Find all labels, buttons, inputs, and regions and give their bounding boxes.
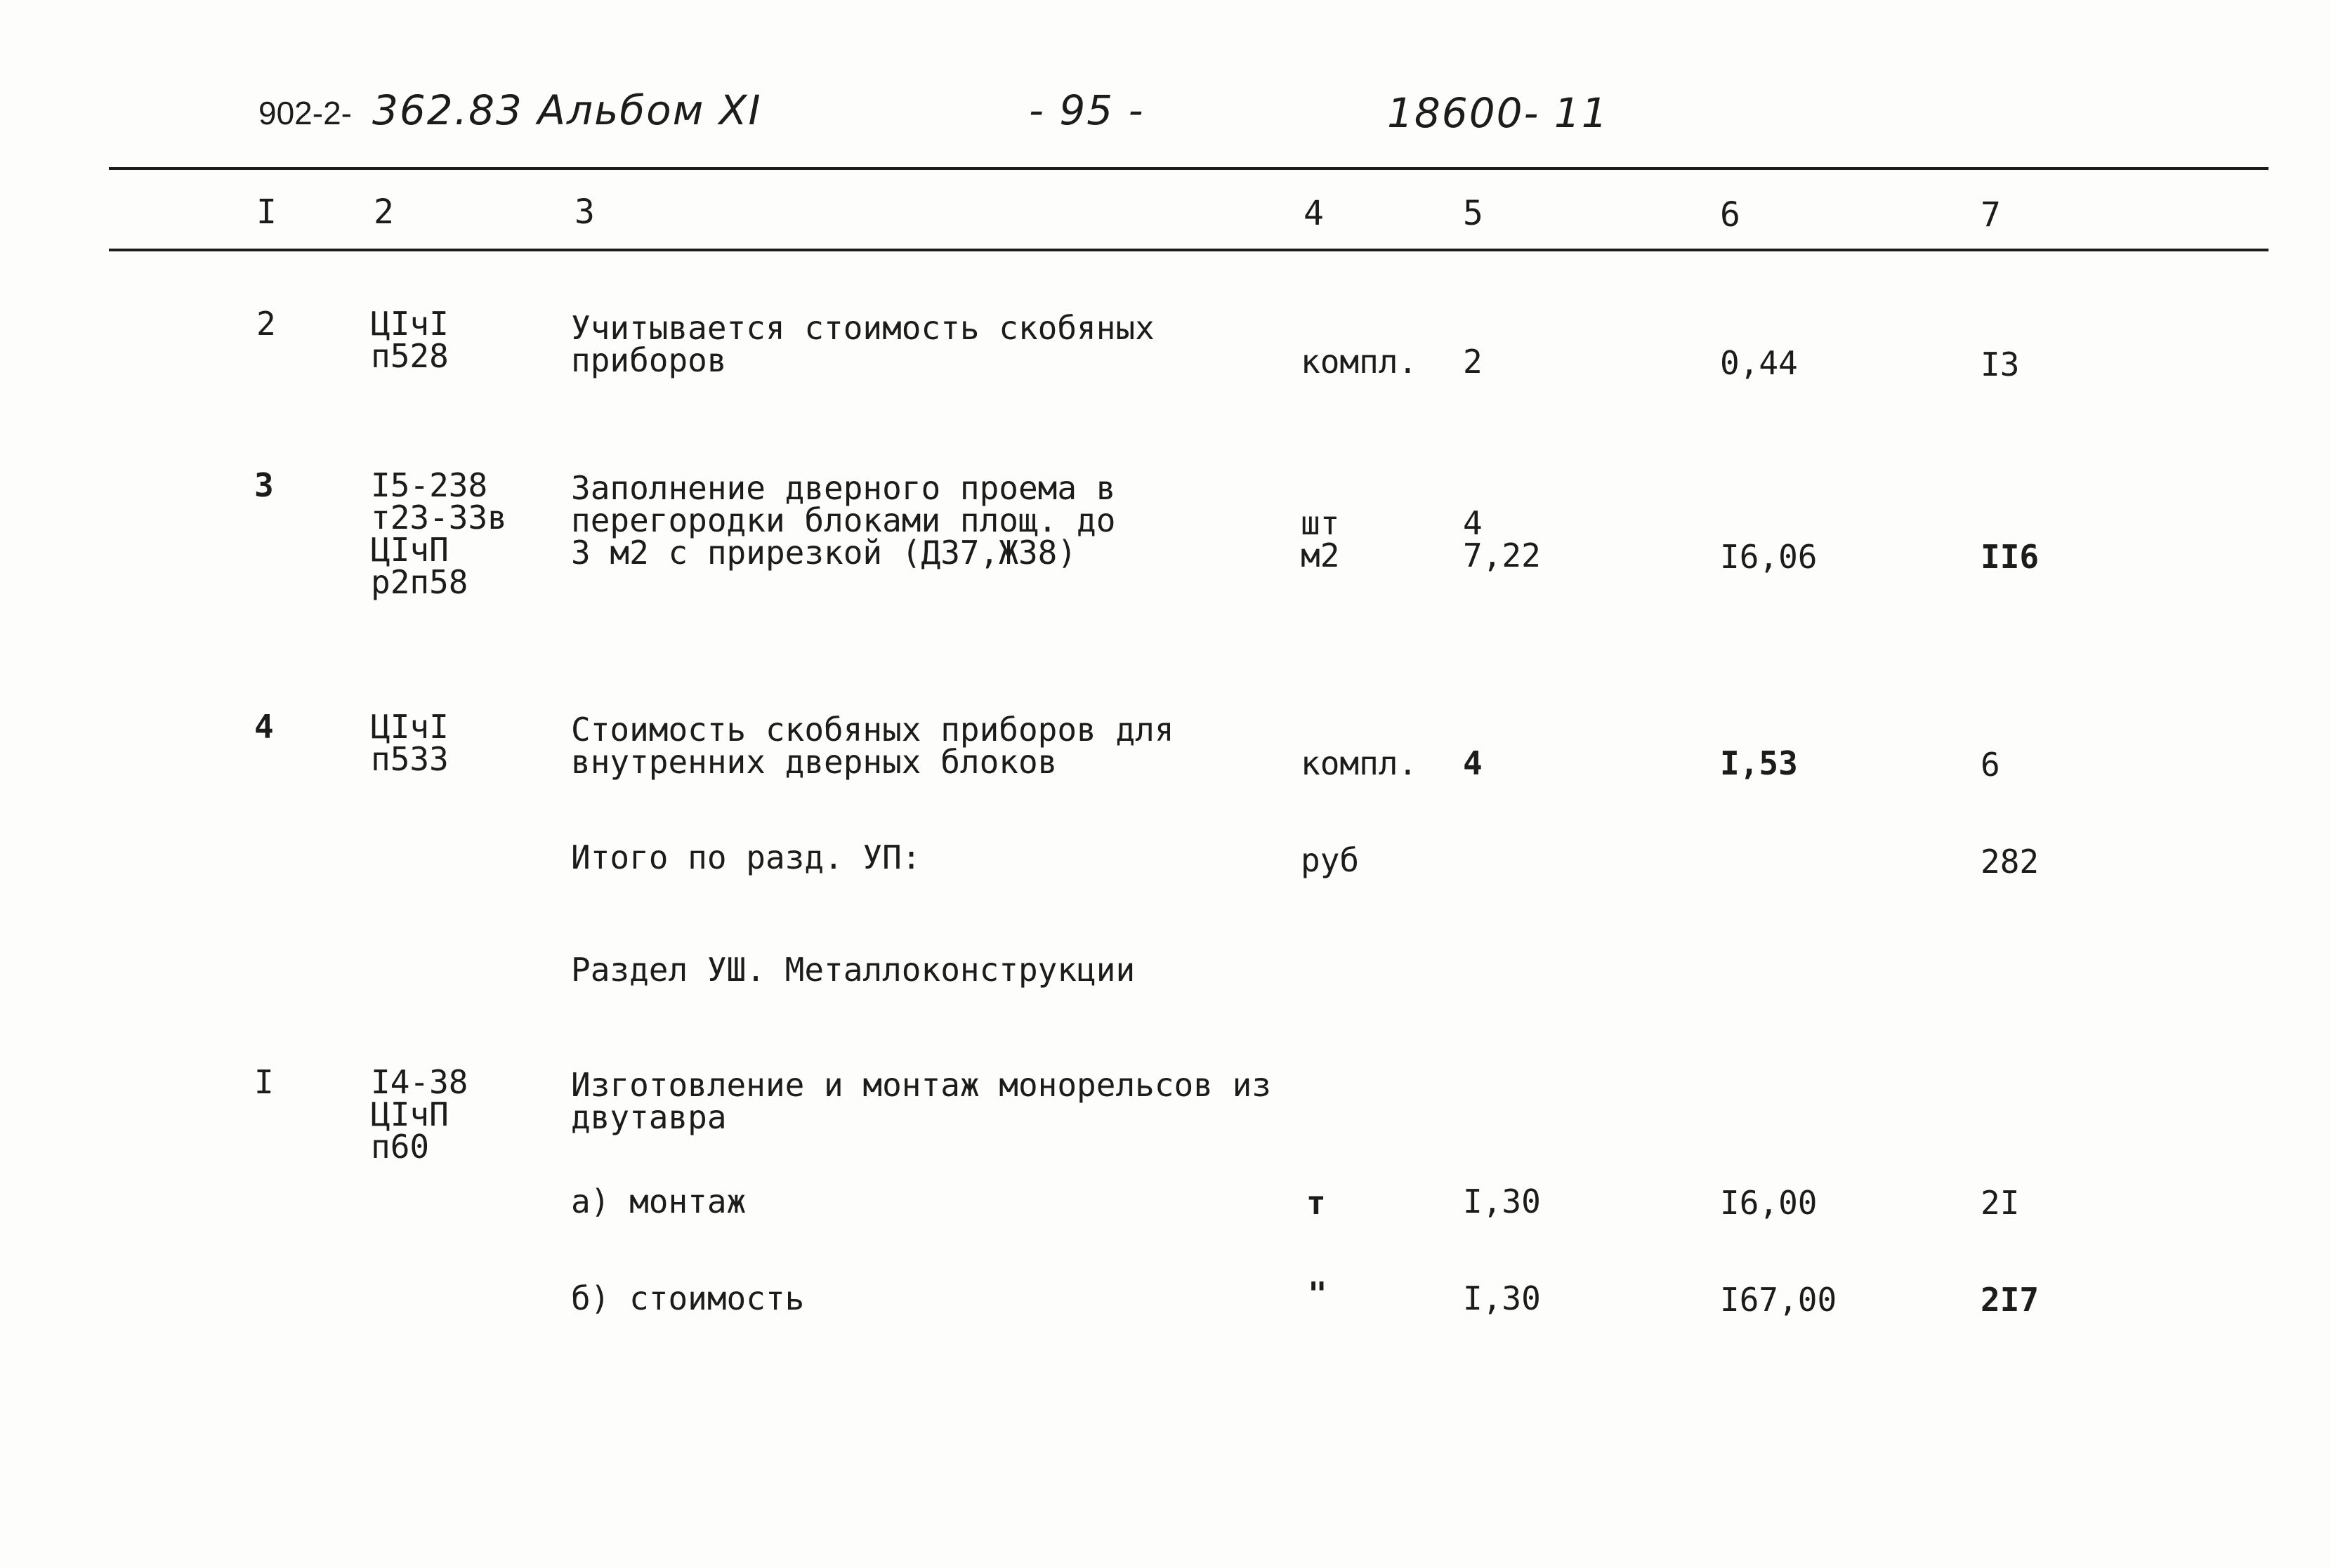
description-line: двутавра [571,1098,727,1136]
row-number: 2 [256,305,276,343]
column-header-1: I [256,192,277,232]
quantity: 4 [1463,744,1483,782]
rate-code-line: т23-33в [371,499,507,536]
rate-code-line: п528 [371,337,449,375]
rate-code-line: п60 [371,1128,430,1166]
rate-code-line: п533 [371,740,449,778]
column-header-2: 2 [374,192,394,232]
subtotal-total: 282 [1981,843,2040,881]
row-number: 4 [254,708,274,746]
description-line: внутренних дверных блоков [571,743,1058,781]
unit-price: I,53 [1720,744,1798,782]
section-title: Раздел УШ. Металлоконструкции [571,951,1136,989]
column-header-7: 7 [1981,195,2001,235]
rate-code-line: I4-38 [371,1063,468,1101]
album-designation: 362.83 Альбом XI [372,86,762,134]
unit-price: I67,00 [1720,1281,1837,1319]
quantity: 4 [1463,504,1483,542]
unit-price: I6,00 [1720,1184,1818,1222]
unit: " [1308,1275,1327,1313]
unit: шт [1301,504,1340,542]
unit: т [1306,1184,1326,1222]
description-line: Изготовление и монтаж монорельсов из [571,1066,1271,1104]
description-line: Заполнение дверного проема в [571,469,1116,507]
quantity: I,30 [1463,1182,1541,1220]
subitem-label: б) стоимость [571,1279,805,1317]
album-series-code: 902-2- [258,95,352,131]
subtotal-unit: руб [1301,841,1360,879]
description-line: 3 м2 с прирезкой (Д37,Ж38) [571,534,1077,572]
total-cost: 6 [1981,746,2000,784]
column-header-3: 3 [574,192,595,232]
rate-code-line: ЦIчI [371,708,449,746]
column-header-6: 6 [1720,195,1740,235]
row-number: I [254,1063,274,1101]
row-number: 3 [254,466,274,504]
subitem-label: а) монтаж [571,1182,747,1220]
description-line: Учитывается стоимость скобяных [571,309,1155,347]
column-header-5: 5 [1463,194,1483,233]
subtotal-label: Итого по разд. УП: [571,838,921,876]
table-top-rule [109,167,2268,170]
rate-code-line: ЦIчП [371,1095,449,1133]
description-line: Стоимость скобяных приборов для [571,711,1174,749]
quantity: 2 [1463,343,1483,381]
description-line: приборов [571,341,727,379]
page-number: - 95 - [1029,86,1145,134]
description-line: перегородки блоками площ. до [571,501,1116,539]
total-cost: II6 [1981,538,2040,576]
unit: компл. [1301,744,1418,782]
quantity: 7,22 [1463,536,1541,574]
total-cost: 2I7 [1981,1281,2040,1319]
column-header-4: 4 [1304,194,1324,233]
unit: компл. [1301,343,1418,381]
unit-price: I6,06 [1720,538,1818,576]
total-cost: I3 [1981,345,2020,383]
unit: м2 [1301,536,1340,574]
unit-price: 0,44 [1720,344,1798,382]
total-cost: 2I [1981,1184,2020,1222]
rate-code-line: р2п58 [371,563,468,601]
table-header-bottom-rule [109,249,2268,251]
rate-code-line: ЦIчП [371,531,449,569]
rate-code-line: ЦIчI [371,305,449,343]
document-number: 18600- 11 [1387,89,1609,137]
quantity: I,30 [1463,1279,1541,1317]
rate-code-line: I5-238 [371,466,488,504]
